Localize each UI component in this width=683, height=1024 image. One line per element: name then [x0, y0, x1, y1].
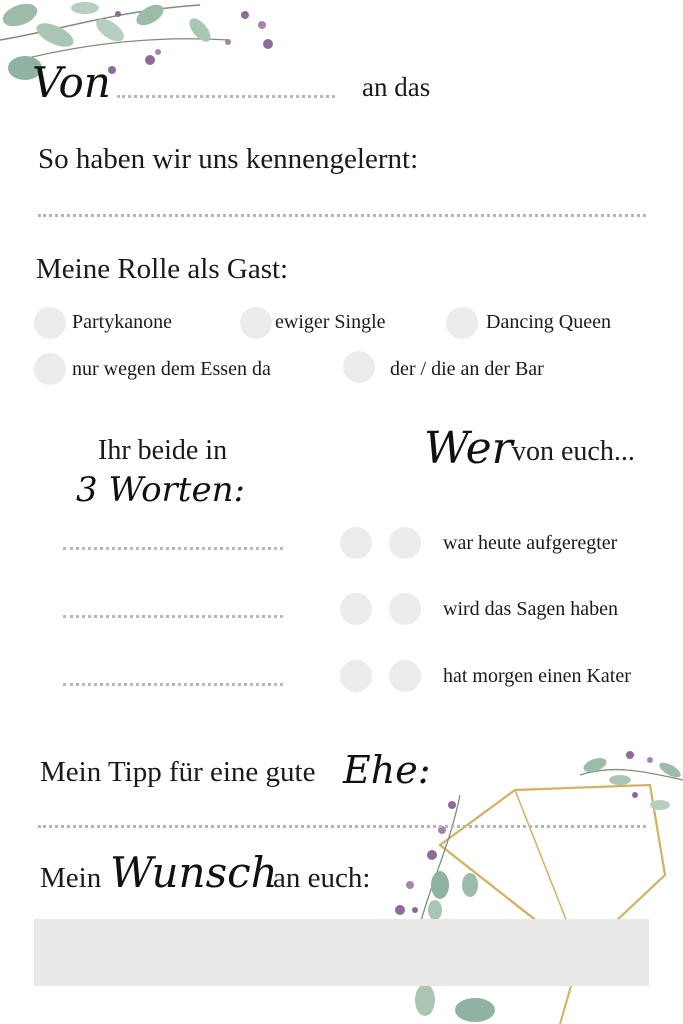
role-label-bar: der / die an der Bar [390, 358, 544, 380]
role-checkbox-essen[interactable] [34, 353, 66, 385]
who-choice-b-2[interactable] [389, 593, 421, 625]
word-line-1[interactable] [63, 547, 283, 550]
who-item-3: hat morgen einen Kater [443, 665, 631, 687]
role-checkbox-dancing-queen[interactable] [446, 307, 478, 339]
tip-script: Ehe: [343, 748, 431, 792]
tip-title: Mein Tipp für eine gute [40, 756, 316, 788]
met-line[interactable] [38, 214, 646, 217]
met-title: So haben wir uns kennengelernt: [38, 143, 419, 175]
role-label-essen: nur wegen dem Essen da [72, 358, 271, 380]
who-item-1: war heute aufgeregter [443, 532, 618, 554]
who-item-2: wird das Sagen haben [443, 598, 618, 620]
role-title: Meine Rolle als Gast: [36, 253, 289, 285]
who-choice-b-1[interactable] [389, 527, 421, 559]
role-checkbox-bar[interactable] [343, 351, 375, 383]
wish-prefix: Mein [40, 862, 102, 894]
who-choice-a-2[interactable] [340, 593, 372, 625]
who-choice-a-1[interactable] [340, 527, 372, 559]
word-line-3[interactable] [63, 683, 283, 686]
tip-line[interactable] [38, 825, 646, 828]
words-title: Ihr beide in [98, 435, 228, 466]
role-label-dancing-queen: Dancing Queen [486, 311, 611, 333]
wish-script: Wunsch [110, 848, 278, 897]
to-label: an das [362, 72, 431, 102]
role-checkbox-single[interactable] [240, 307, 272, 339]
role-label-single: ewiger Single [275, 311, 386, 333]
wish-suffix: an euch: [273, 862, 371, 894]
who-choice-a-3[interactable] [340, 660, 372, 692]
words-script: 3 Worten: [76, 470, 245, 510]
who-title: von euch... [512, 436, 635, 467]
wish-text-box[interactable] [34, 919, 649, 986]
who-choice-b-3[interactable] [389, 660, 421, 692]
role-checkbox-partykanone[interactable] [34, 307, 66, 339]
from-script: Von [32, 58, 111, 107]
who-script: Wer [424, 423, 513, 474]
from-name-line[interactable] [117, 95, 335, 98]
word-line-2[interactable] [63, 615, 283, 618]
role-label-partykanone: Partykanone [72, 311, 172, 333]
